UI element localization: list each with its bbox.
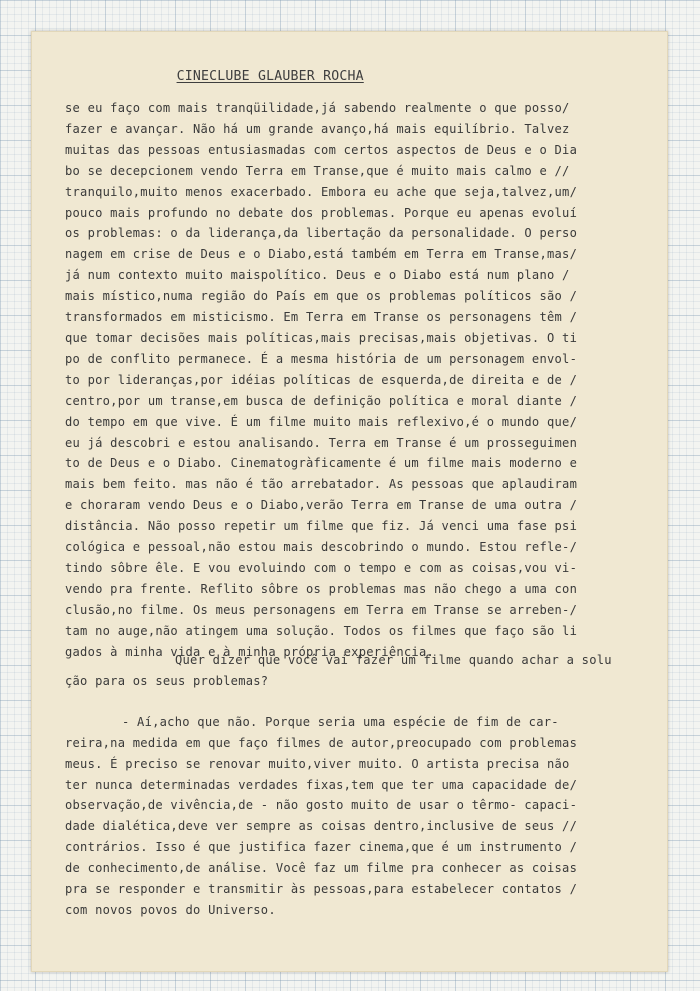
text-line: do tempo em que vive. É um filme muito mais reflexivo,é o mundo que/	[65, 414, 578, 429]
cineclube-header	[144, 54, 364, 99]
text-line: fazer e avançar. Não há um grande avanço,há mais equilíbrio. Talvez	[65, 121, 570, 136]
answer-line: com novos povos do Universo.	[65, 902, 276, 917]
typed-paper-sheet	[31, 31, 668, 972]
text-line: pouco mais profundo no debate dos problemas. Porque eu apenas evoluí	[65, 205, 578, 220]
text-line: to de Deus e o Diabo. Cinematogràficamente é um filme mais moderno e	[65, 456, 578, 471]
answer-line: reira,na medida em que faço filmes de autor,preocupado com problemas	[65, 735, 578, 750]
text-line: clusão,no filme. Os meus personagens em Terra em Transe se arreben-/	[65, 602, 578, 617]
text-line: vendo pra frente. Reflito sôbre os problemas mas não chego a uma con	[65, 581, 578, 596]
text-line: já num contexto muito maispolítico. Deus e o Diabo está num plano /	[65, 268, 570, 283]
interview-exchange	[65, 650, 655, 921]
text-line: os problemas: o da liderança,da libertação da personalidade. O perso	[65, 226, 578, 241]
text-line: tindo sôbre êle. E vou evoluindo com o tempo e com as coisas,vou vi-	[65, 560, 578, 575]
answer-line: observação,de vivência,de - não gosto muito de usar o têrmo- capaci-	[65, 798, 578, 813]
question-block	[65, 650, 655, 692]
text-line: bo se decepcionem vendo Terra em Transe,que é muito mais calmo e //	[65, 163, 570, 178]
header-title: CINECLUBE GLAUBER ROCHA	[176, 69, 364, 84]
text-line: gados à minha vida e à minha própria experiência.	[65, 644, 435, 659]
text-line: mais místico,numa região do País em que os problemas políticos são /	[65, 289, 578, 304]
text-line: se eu faço com mais tranqüilidade,já sabendo realmente o que posso/	[65, 101, 570, 115]
text-line: muitas das pessoas entusiasmadas com certos aspectos de Deus e o Dia	[65, 142, 578, 157]
text-line: tam no auge,não atingem uma solução. Todos os filmes que faço são li	[65, 623, 578, 638]
text-line: to por lideranças,por idéias políticas de esquerda,de direita e de /	[65, 372, 578, 387]
text-line: cológica e pessoal,não estou mais descobrindo o mundo. Estou refle-/	[65, 540, 578, 555]
answer-line: pra se responder e transmitir às pessoas,para estabelecer contatos /	[65, 882, 578, 897]
text-line: eu já descobri e estou analisando. Terra em Transe é um prosseguimen	[65, 435, 578, 450]
answer-line: ter nunca determinadas verdades fixas,tem que ter uma capacidade de/	[65, 777, 578, 792]
answer-line: - Aí,acho que não. Porque seria uma espécie de fim de car-	[122, 714, 559, 729]
answer-line: contrários. Isso é que justifica fazer cinema,que é um instrumento /	[65, 840, 578, 855]
text-line: nagem em crise de Deus e o Diabo,está também em Terra em Transe,mas/	[65, 247, 578, 262]
question-line: Quer dizer que você vai fazer um filme quando achar a solu	[175, 653, 612, 667]
question-line: ção para os seus problemas?	[65, 673, 269, 688]
text-line: que tomar decisões mais políticas,mais precisas,mais objetivas. O ti	[65, 330, 578, 345]
answer-block	[65, 712, 655, 921]
text-line: po de conflito permanece. É a mesma história de um personagem envol-	[65, 351, 578, 366]
answer-line: meus. É preciso se renovar muito,viver muito. O artista precisa não	[65, 756, 570, 771]
spacer	[65, 692, 655, 712]
text-line: tranquilo,muito menos exacerbado. Embora eu ache que seja,talvez,um/	[65, 184, 578, 199]
text-line: e choraram vendo Deus e o Diabo,verão Terra em Transe de uma outra /	[65, 498, 578, 513]
text-line: transformados em misticismo. Em Terra em Transe os personagens têm /	[65, 310, 578, 325]
text-line: centro,por um transe,em busca de definição política e moral diante /	[65, 393, 578, 408]
paragraph-main	[65, 98, 655, 662]
answer-line: dade dialética,deve ver sempre as coisas dentro,inclusive de seus //	[65, 819, 578, 834]
answer-line: de conhecimento,de análise. Você faz um filme pra conhecer as coisas	[65, 861, 578, 876]
text-line: distância. Não posso repetir um filme que fiz. Já venci uma fase psi	[65, 519, 578, 534]
text-line: mais bem feito. mas não é tão arrebatador. As pessoas que aplaudiram	[65, 477, 578, 492]
